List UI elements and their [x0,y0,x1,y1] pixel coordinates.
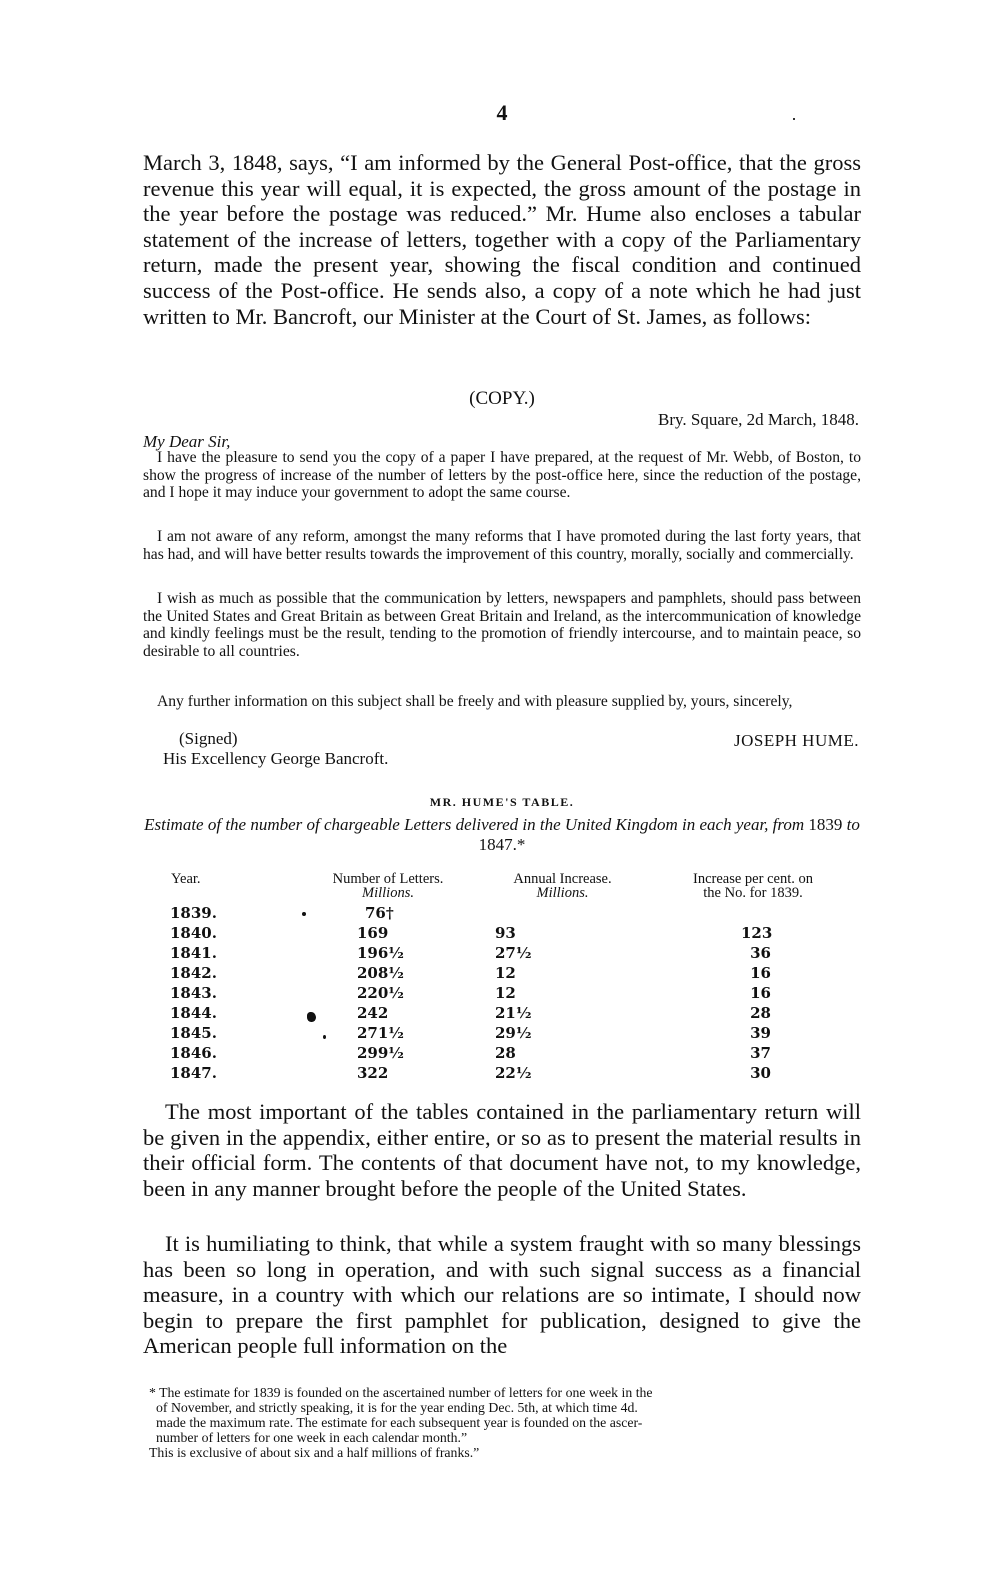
addressee: His Excellency George Bancroft. [163,749,389,768]
cell-increase: 29½ [495,1024,532,1042]
cell-year: 1845. [170,1024,217,1042]
cell-increase: 93 [495,924,516,942]
cell-percent: 30 [750,1064,771,1082]
body-paragraph: The most important of the tables contained in the parliamentary return will be given in the appendix, either entire, or so as to present the material results in their official form. The contents of that document have not, to my knowledge, been in any manner brought before the people of the United States. [143,1099,861,1201]
footnote-dagger [143,1445,861,1460]
cell-percent: 16 [750,984,771,1002]
cell-percent: 123 [741,924,773,942]
signature: JOSEPH HUME. [733,731,859,750]
cell-letters: 196½ [357,944,404,962]
letter-paragraph: I have the pleasure to send you the copy of a paper I have prepared, at the request of Mr. Webb, of Boston, to show the progress of increase of the number of letters by the post-office here, since the reduction of the postage, and I hope it may induce your government to adopt the same course. [143,449,861,502]
cell-percent: 28 [750,1004,771,1022]
column-header-base: the No. for 1839. [703,885,803,901]
cell-year: 1842. [170,964,217,982]
ink-speck [323,1035,326,1039]
column-header-percent [663,872,843,900]
column-header-label: Number of Letters. [332,871,444,887]
body-paragraph: It is humiliating to think, that while a system fraught with so many blessings has been so long in operation, and with such signal success as a financial measure, in a country with which our relations are so intimate, I should now begin to prepare the first pamphlet for publication, designed to give the American people full information on the [143,1231,861,1359]
cell-letters: 208½ [357,964,404,982]
column-header-label: Year. [171,871,201,887]
cell-year: 1847. [170,1064,217,1082]
cell-letters: 76† [365,904,394,922]
cell-year: 1841. [170,944,217,962]
footnote-line: number of letters for one week in each calendar month.” [156,1430,468,1445]
cell-year: 1840. [170,924,217,942]
cell-letters: 322 [357,1064,389,1082]
cell-percent: 16 [750,964,771,982]
copy-label: (COPY.) [469,388,535,409]
table-row [143,1044,861,1064]
column-header-label: Increase per cent. on [693,871,813,887]
ink-speck [302,912,306,916]
table-caption [143,815,861,855]
column-header-letters [313,872,463,900]
footnote-line: made the maximum rate. The estimate for each subsequent year is founded on the ascer- [156,1415,643,1430]
cell-percent: 37 [750,1044,771,1062]
column-header-year [171,872,201,886]
cell-year: 1844. [170,1004,217,1022]
caption-text: Estimate of the number of chargeable Letters delivered in the United Kingdom in each year, from [144,815,809,834]
letter-salutation: My Dear Sir, [143,432,231,451]
cell-year: 1843. [170,984,217,1002]
table-row [143,904,861,924]
table-title: MR. HUME'S TABLE. [429,795,575,809]
caption-year-start: 1839 [808,815,843,834]
table-row [143,1024,861,1044]
cell-percent: 36 [750,944,771,962]
intro-paragraph: March 3, 1848, says, “I am informed by the General Post-office, that the gross revenue this year will equal, it is expected, the gross amount of the postage in the year before the postage was reduced.” Mr. Hume also encloses a tabular statement of the increase of letters, together with a copy of the Parliamentary return, made the present year, showing the fiscal condition and continued success of the Post-office. He sends also, a copy of a note which he had just written to Mr. Bancroft, our Minister at the Court of St. James, as follows: [143,150,861,329]
cell-increase: 22½ [495,1064,532,1082]
page-number: 4 [496,100,508,125]
cell-increase: 12 [495,964,516,982]
column-header-unit: Millions. [362,885,414,901]
cell-year: 1846. [170,1044,217,1062]
footnote-star [143,1385,861,1445]
table-row [143,944,861,964]
footnote-line: * The estimate for 1839 is founded on the ascertained number of letters for one week in the [149,1385,653,1400]
letter-paragraph: I wish as much as possible that the communication by letters, newspapers and pamphlets, should pass between the United States and Great Britain as between Great Britain and Ireland, as the intercommunication of knowledge and kindly feelings must be the result, tending to the promotion of friendly intercourse, and to maintain peace, so desirable to all countries. [143,590,861,660]
caption-year-end: 1847.* [478,835,526,854]
table-row [143,1004,861,1024]
footnotes [143,1385,861,1460]
table-row [143,984,861,1004]
column-header-label: Annual Increase. [513,871,612,887]
footnote-line: This is exclusive of about six and a half millions of franks.” [149,1445,480,1460]
cell-letters: 271½ [357,1024,404,1042]
print-speck [793,118,795,120]
column-header-unit: Millions. [536,885,589,901]
cell-increase: 21½ [495,1004,532,1022]
letter-paragraph: I am not aware of any reform, amongst the many reforms that I have promoted during the last forty years, that has had, and will have better results towards the improvement of this country, morally, socially and commercially. [143,528,861,563]
letter-paragraph: Any further information on this subject shall be freely and with pleasure supplied by, yours, sincerely, [157,693,793,710]
cell-year: 1839. [170,904,217,922]
cell-increase: 12 [495,984,516,1002]
column-header-increase [495,872,630,900]
caption-to: to [842,815,860,834]
ink-blot [307,1012,316,1022]
cell-letters: 169 [357,924,389,942]
table-row [143,964,861,984]
cell-increase: 28 [495,1044,516,1062]
cell-percent: 39 [750,1024,771,1042]
table-row [143,924,861,944]
cell-letters: 299½ [357,1044,404,1062]
table-row [143,1064,861,1084]
cell-letters: 242 [357,1004,389,1022]
footnote-line: of November, and strictly speaking, it is for the year ending Dec. 5th, at which time 4d. [156,1400,638,1415]
cell-letters: 220½ [357,984,404,1002]
cell-increase: 27½ [495,944,532,962]
signed-label: (Signed) [179,729,238,748]
letter-dateline: Bry. Square, 2d March, 1848. [658,410,859,429]
